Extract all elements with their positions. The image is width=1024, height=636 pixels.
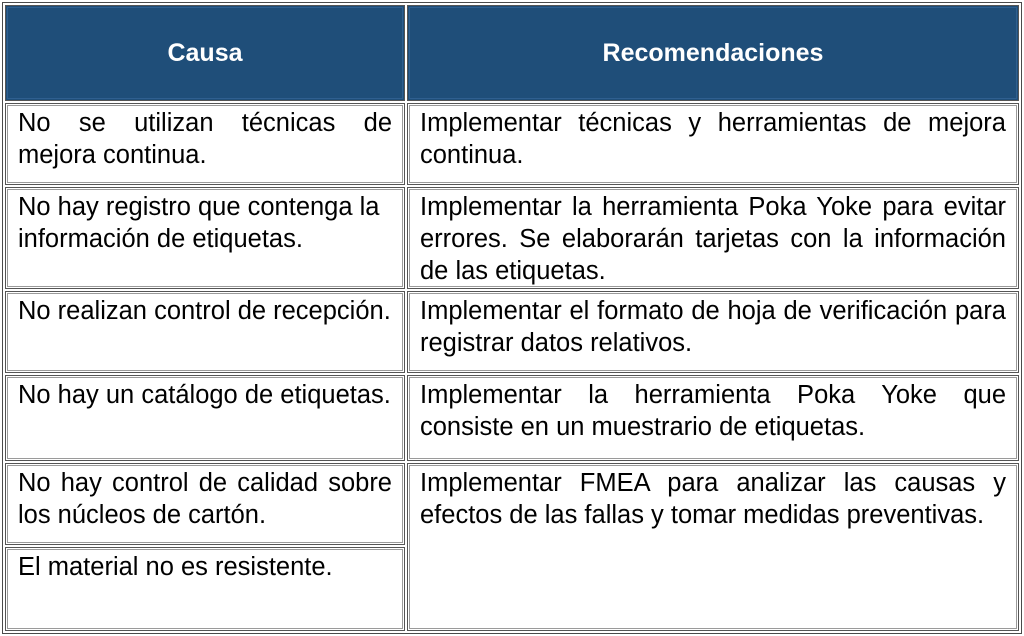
row-1-cause-text: No se utilizan técnicas de mejora continua. [18,109,392,169]
table-row-5-cause-extra [5,547,405,631]
table-row-5-recommendation [407,463,1019,631]
row-5-recommendation-text: Implementar FMEA para analizar las causas y efectos de las fallas y tomar medidas preventivas. [420,469,1006,529]
table-row-2-recommendation [407,187,1019,289]
row-4-cause-text: No hay un catálogo de etiquetas. [18,381,391,409]
table-row-3-recommendation [407,291,1019,373]
table-row-1-cause [5,103,405,185]
header-cause [5,5,405,101]
row-2-cause-text: No hay registro que contenga la información de etiquetas. [18,193,380,253]
row-3-cause-text: No realizan control de recepción. [18,297,391,325]
row-1-recommendation-text: Implementar técnicas y herramientas de mejora continua. [420,109,1006,169]
row-5-cause-text: No hay control de calidad sobre los núcleos de cartón. [18,469,392,529]
header-cause-label: Causa [167,38,243,67]
table-row-4-cause [5,375,405,461]
row-5-cause-extra-text: El material no es resistente. [18,553,333,581]
causes-recommendations-table [2,2,1022,634]
header-recommendations-label: Recomendaciones [602,38,824,67]
table-row-1-recommendation [407,103,1019,185]
row-4-recommendation-text: Implementar la herramienta Poka Yoke que consiste en un muestrario de etiquetas. [420,381,1006,441]
table-row-4-recommendation [407,375,1019,461]
row-2-recommendation-text: Implementar la herramienta Poka Yoke para evitar errores. Se elaborarán tarjetas con la información de las etiquetas. [420,193,1006,285]
header-recommendations [407,5,1019,101]
row-3-recommendation-text: Implementar el formato de hoja de verificación para registrar datos relativos. [420,297,1006,357]
table-row-3-cause [5,291,405,373]
table-row-5-cause [5,463,405,545]
table-row-2-cause [5,187,405,289]
